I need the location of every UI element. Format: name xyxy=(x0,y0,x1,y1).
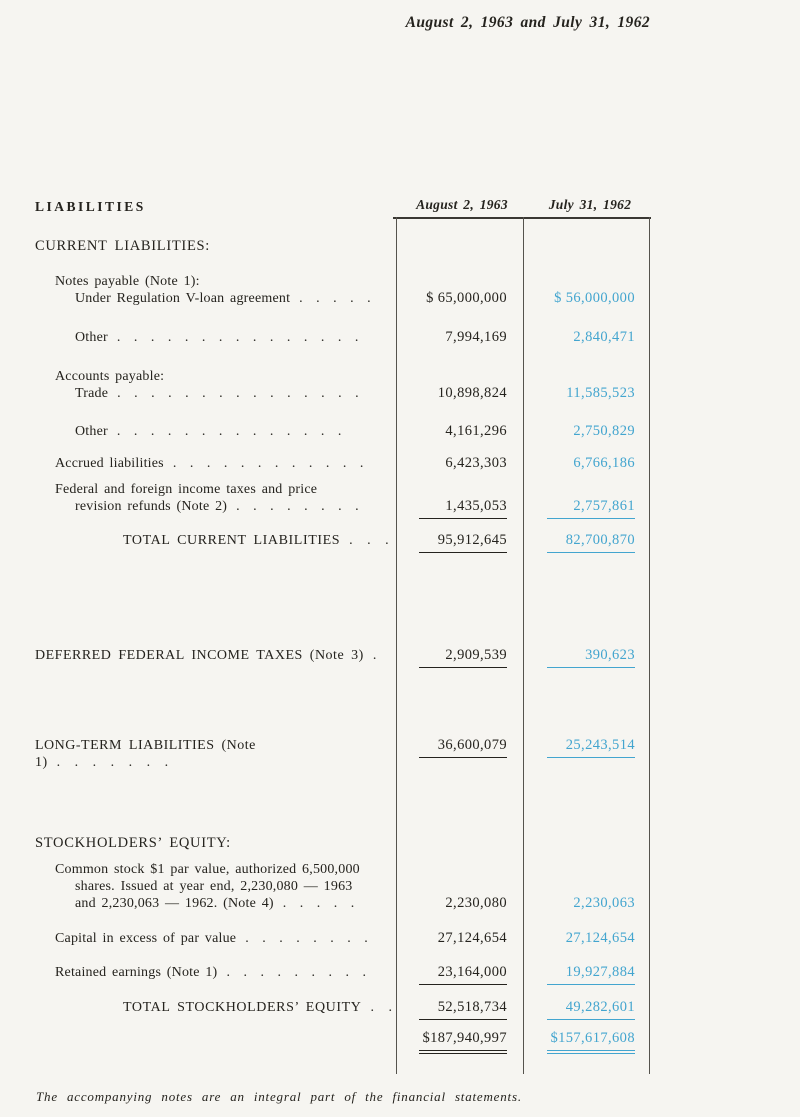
dot-leader: . . . . . . . . . . . . xyxy=(172,456,368,471)
row-label: Other . . . . . . . . . . . . . . . xyxy=(75,330,363,345)
dot-leader: . . . . . . . . . . . . . . xyxy=(116,424,346,439)
dot-leader: . . . . . . . . xyxy=(245,931,372,946)
section-heading: CURRENT LIABILITIES: xyxy=(35,238,211,254)
value-1962: 390,623 xyxy=(525,647,635,668)
row-label: DEFERRED FEDERAL INCOME TAXES (Note 3) . xyxy=(35,648,381,663)
row-label: LONG-TERM LIABILITIES (Note 1) . . . . . . . xyxy=(35,738,256,770)
value-1962: 27,124,654 xyxy=(565,930,635,946)
page-date-heading: August 2, 1963 and July 31, 1962 xyxy=(405,14,650,31)
table-title: LIABILITIES xyxy=(35,199,146,214)
value-1962: 2,757,861 xyxy=(525,498,635,519)
row-label: TOTAL CURRENT LIABILITIES . . . xyxy=(123,533,393,548)
value-1962: $157,617,608 xyxy=(525,1030,635,1054)
value-1962: $ 56,000,000 xyxy=(554,290,635,306)
dot-leader: . xyxy=(372,648,381,663)
value-1962: 6,766,186 xyxy=(573,455,635,471)
value-1963: $187,940,997 xyxy=(397,1030,507,1054)
dot-leader: . . . . . . . . . . . . . . . xyxy=(117,386,363,401)
row-label: Accrued liabilities . . . . . . . . . . . . xyxy=(55,456,368,471)
row-label: Capital in excess of par value . . . . . . . . xyxy=(55,931,372,946)
value-1962: 2,230,063 xyxy=(573,895,635,911)
value-1962: 2,750,829 xyxy=(573,423,635,439)
dot-leader: . . . . . xyxy=(299,291,375,306)
footnote: The accompanying notes are an integral part of the financial statements. xyxy=(36,1089,522,1104)
dot-leader: . . . . . . . . . . . . . . . xyxy=(116,330,363,345)
value-1963: 1,435,053 xyxy=(397,498,507,519)
column-header-1962: July 31, 1962 xyxy=(548,197,632,212)
row-label: Federal and foreign income taxes and price revision refunds (Note 2) . . . . . . . . xyxy=(55,482,363,514)
value-1963: 4,161,296 xyxy=(445,423,507,439)
value-1963: $ 65,000,000 xyxy=(426,290,507,306)
value-1963: 10,898,824 xyxy=(437,385,507,401)
row-label: Common stock $1 par value, authorized 6,500,000 shares. Issued at year end, 2,230,080 — 1963 and 2,230,063 — 1962. (Note 4) . . . . . xyxy=(55,862,360,911)
value-1962: 2,840,471 xyxy=(573,329,635,345)
table-right-rule xyxy=(649,217,650,1074)
row-label: Under Regulation V-loan agreement . . . . . xyxy=(75,291,375,306)
value-1963: 36,600,079 xyxy=(397,737,507,758)
value-1963: 23,164,000 xyxy=(397,964,507,985)
value-1963: 52,518,734 xyxy=(397,999,507,1020)
header-rule xyxy=(393,217,651,219)
dot-leader: . . xyxy=(370,1000,397,1015)
row-label: Accounts payable: xyxy=(55,369,165,384)
dot-leader: . . . . . xyxy=(282,896,359,911)
value-1963: 2,909,539 xyxy=(397,647,507,668)
value-1963: 95,912,645 xyxy=(397,532,507,553)
row-label: Retained earnings (Note 1) . . . . . . . . . xyxy=(55,965,370,980)
dot-leader: . . . xyxy=(349,533,393,548)
row-label: Notes payable (Note 1): xyxy=(55,274,200,289)
dot-leader: . . . . . . . xyxy=(56,755,173,770)
value-1963: 6,423,303 xyxy=(445,455,507,471)
value-1962: 11,585,523 xyxy=(566,385,635,401)
row-label: Trade . . . . . . . . . . . . . . . xyxy=(75,386,363,401)
value-1963: 27,124,654 xyxy=(437,930,507,946)
value-1962: 19,927,884 xyxy=(525,964,635,985)
dot-leader: . . . . . . . . . xyxy=(226,965,370,980)
dot-leader: . . . . . . . . xyxy=(236,499,363,514)
value-1962: 49,282,601 xyxy=(525,999,635,1020)
section-heading: STOCKHOLDERS’ EQUITY: xyxy=(35,835,231,851)
value-1963: 2,230,080 xyxy=(445,895,507,911)
value-1962: 25,243,514 xyxy=(525,737,635,758)
row-label: Other . . . . . . . . . . . . . . xyxy=(75,424,346,439)
value-1962: 82,700,870 xyxy=(525,532,635,553)
table-middle-rule xyxy=(523,217,524,1074)
row-label: TOTAL STOCKHOLDERS’ EQUITY . . xyxy=(123,1000,397,1015)
value-1963: 7,994,169 xyxy=(445,329,507,345)
column-header-1963: August 2, 1963 xyxy=(416,197,508,212)
